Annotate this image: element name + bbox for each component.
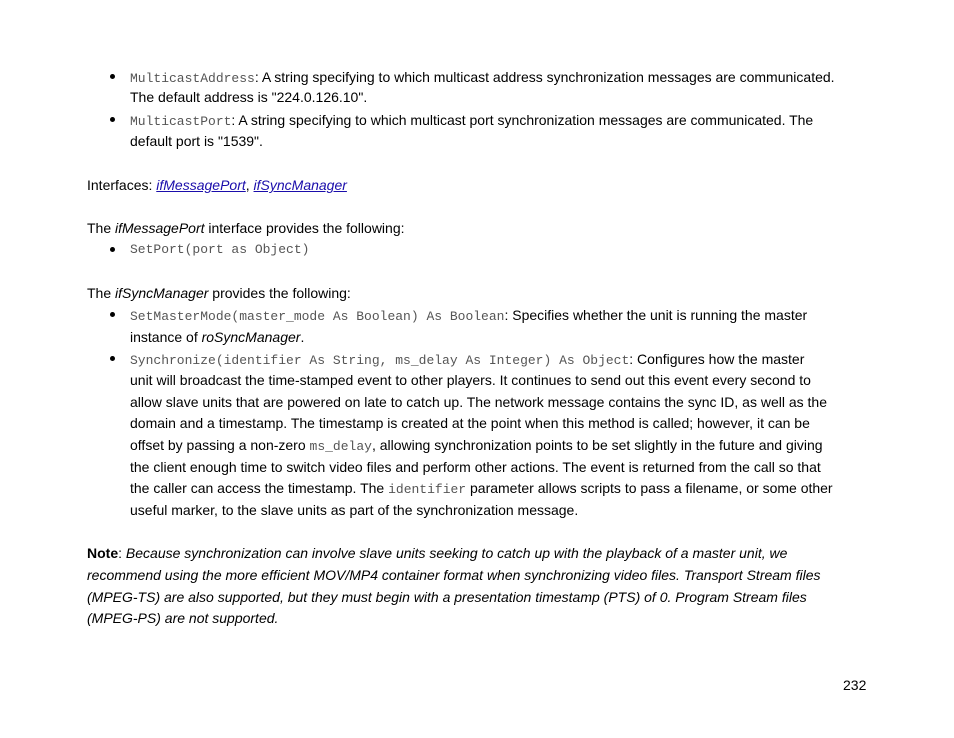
note-line-3: (MPEG-TS) are also supported, but they must begin with a presentation timestamp (PTS) of 0. Program Stream files [87, 589, 807, 605]
synchronize-line-1 [130, 351, 804, 369]
multicast-address-desc: : A string specifying to which multicast address synchronization messages are communicated. [254, 69, 835, 85]
interfaces-line [87, 177, 347, 193]
desc-text: offset by passing a non-zero [130, 437, 310, 453]
synchronize-line-3: allow slave units that are powered on late to catch up. The network message contains the sync ID, as well as the [130, 394, 828, 410]
note-text: Because synchronization can involve slave units seeking to catch up with the playback of a master unit, we [125, 545, 788, 561]
intro-text: The [87, 285, 116, 301]
link-ifmessageport[interactable]: ifMessagePort [156, 177, 246, 193]
bullet-icon [110, 74, 115, 79]
link-ifsyncmanager[interactable]: ifSyncManager [253, 177, 347, 193]
code-multicast-port: MulticastPort [130, 114, 232, 129]
bullet-icon [110, 312, 115, 317]
desc-text: parameter allows scripts to pass a filename, or some other [466, 480, 833, 496]
synchronize-line-8: useful marker, to the slave units as part of the synchronization message. [130, 502, 579, 518]
note-line-1 [87, 545, 787, 561]
bullet-icon [110, 356, 115, 361]
ifsyncmanager-intro [87, 285, 351, 301]
setmastermode-desc: : Specifies whether the unit is running the master [504, 307, 808, 323]
setmastermode-line-2 [130, 329, 304, 345]
interfaces-label: Interfaces: [87, 177, 157, 193]
interface-name: ifSyncManager [115, 285, 209, 301]
code-identifier: identifier [388, 482, 467, 497]
setmastermode-line-1 [130, 307, 807, 325]
code-setmastermode: SetMasterMode(master_mode As Boolean) As Boolean [130, 309, 505, 324]
synchronize-line-6: the client enough time to switch video files and perform other actions. The event is returned from the call so that [130, 459, 821, 475]
interfaces-separator: , [245, 177, 254, 193]
multicast-port-line-1 [130, 112, 813, 130]
object-name: roSyncManager [201, 329, 301, 345]
desc-text: instance of [130, 329, 202, 345]
desc-text: the caller can access the timestamp. The [130, 480, 389, 496]
code-synchronize: Synchronize(identifier As String, ms_delay As Integer) As Object [130, 353, 630, 368]
bullet-icon [110, 247, 115, 252]
synchronize-line-2: unit will broadcast the time-stamped event to other players. It continues to send out this event every second to [130, 372, 811, 388]
synchronize-line-5 [130, 437, 823, 455]
note-line-2: recommend using the more efficient MOV/MP4 container format when synchronizing video files. Transport Stream files [87, 567, 821, 583]
desc-text: . [300, 329, 305, 345]
intro-text: interface provides the following: [204, 220, 405, 236]
multicast-port-line-2: default port is "1539". [130, 133, 263, 149]
note-label: Note [87, 545, 119, 561]
interface-name: ifMessagePort [115, 220, 205, 236]
code-multicast-address: MulticastAddress [130, 71, 255, 86]
multicast-address-line-2: The default address is "224.0.126.10". [130, 89, 368, 105]
synchronize-line-4: domain and a timestamp. The timestamp is created at the point when this method is called; however, it can be [130, 415, 810, 431]
multicast-address-line-1 [130, 69, 835, 87]
intro-text: The [87, 220, 116, 236]
page-number: 232 [843, 677, 867, 693]
note-colon: : [118, 545, 126, 561]
code-ms-delay: ms_delay [309, 439, 372, 454]
synchronize-desc: : Configures how the master [629, 351, 805, 367]
ifmessageport-intro [87, 220, 405, 236]
synchronize-line-7 [130, 480, 833, 498]
setport-method: SetPort(port as Object) [130, 242, 310, 257]
desc-text: , allowing synchronization points to be set slightly in the future and giving [371, 437, 823, 453]
bullet-icon [110, 117, 115, 122]
multicast-port-desc: : A string specifying to which multicast port synchronization messages are communicated. The [231, 112, 814, 128]
intro-text: provides the following: [208, 285, 351, 301]
note-line-4: (MPEG-PS) are not supported. [87, 610, 279, 626]
